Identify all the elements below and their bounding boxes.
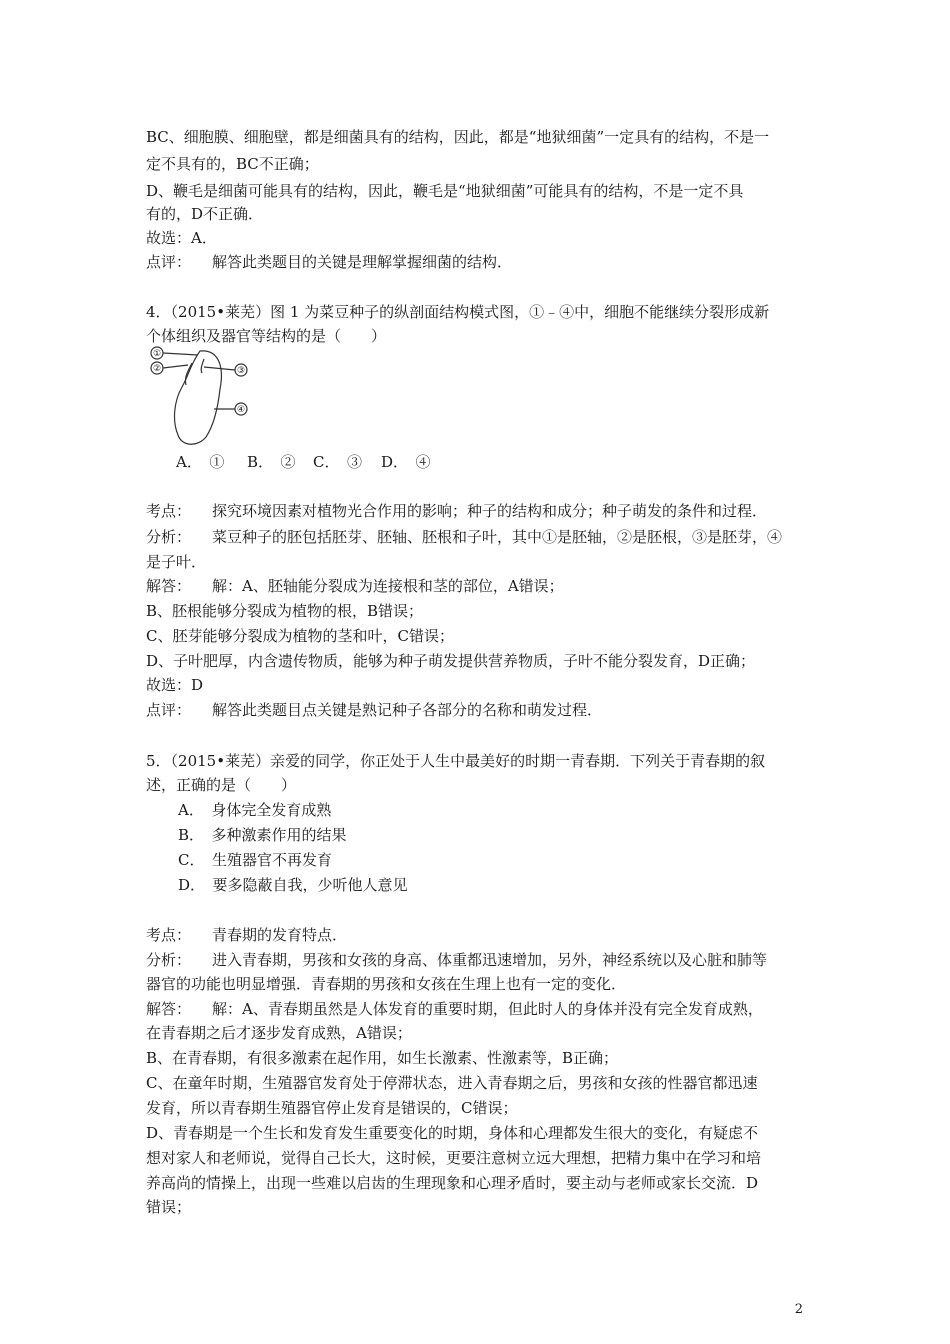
solution-text: 解：A、胚轴能分裂成为连接根和茎的部位，A错误； [212, 577, 564, 595]
q5-analysis-line-1 [146, 950, 767, 970]
q4-stem-line-1: 4．（2015•莱芜）图 1 为菜豆种子的纵剖面结构模式图，①﹣④中，细胞不能继续分裂形成新 [146, 303, 770, 321]
q5-solution-line-2: 在青春期之后才逐步发育成熟，A错误； [146, 1024, 412, 1042]
bean-seed-figure [148, 343, 258, 449]
q4-comment [146, 700, 602, 720]
q4-stem-line-2: 个体组织及器官等结构的是（ ） [146, 327, 387, 345]
page-number: 2 [794, 1302, 803, 1317]
analysis-text: 菜豆种子的胚包括胚芽、胚轴、胚根和子叶，其中①是胚轴，②是胚根，③是胚芽，④ [212, 528, 783, 546]
q4-option-c: C． ③ [313, 453, 362, 471]
analysis-label: 分析： [146, 528, 192, 546]
q5-solution-line-6: D、青春期是一个生长和发育发生重要变化的时期，身体和心理都发生很大的变化，有疑虑不 [146, 1124, 759, 1142]
q5-stem-line-2: 述，正确的是（ ） [146, 776, 297, 794]
comment-label: 点评： [146, 253, 192, 271]
comment-text: 解答此类题目点关键是熟记种子各部分的名称和萌发过程． [212, 701, 603, 719]
prev-line-5: 故选：A． [146, 229, 217, 247]
prev-line-4: 有的，D不正确． [146, 205, 264, 223]
kp-label: 考点： [146, 502, 192, 520]
prev-line-3: D、鞭毛是细菌可能具有的结构，因此，鞭毛是“地狱细菌”可能具有的结构，不是一定不具 [146, 182, 744, 200]
solution-label: 解答： [146, 577, 192, 595]
figure-label-3: ③ [236, 366, 246, 376]
q4-analysis-line-1 [146, 527, 782, 547]
q5-solution-line-8: 养高尚的情操上，出现一些难以启齿的生理现象和心理矛盾时，要主动与老师或家长交流．D [146, 1174, 759, 1192]
analysis-text: 进入青春期，男孩和女孩的身高、体重都迅速增加，另外，神经系统以及心脏和肺等 [212, 951, 768, 969]
q5-solution-line-1 [146, 999, 763, 1019]
q5-option-c: C． 生殖器官不再发育 [178, 851, 332, 869]
q5-stem-line-1: 5．（2015•莱芜）亲爱的同学，你正处于人生中最美好的时期一青春期．下列关于青春期的叙 [146, 752, 766, 770]
q5-option-a: A． 身体完全发育成熟 [178, 801, 332, 819]
q5-knowledge-point [146, 925, 347, 945]
q5-solution-line-4: C、在童年时期，生殖器官发育处于停滞状态，进入青春期之后，男孩和女孩的性器官都迅速 [146, 1074, 758, 1092]
comment-label: 点评： [146, 701, 192, 719]
figure-label-2: ② [152, 364, 162, 374]
kp-text: 青春期的发育特点． [212, 926, 348, 944]
figure-label-4: ④ [236, 405, 246, 415]
q4-option-d: D． ④ [381, 453, 431, 471]
prev-line-2: 定不具有的，BC不正确； [146, 155, 319, 173]
leader-line-1 [163, 353, 198, 355]
kp-label: 考点： [146, 926, 192, 944]
q5-option-b: B． 多种激素作用的结果 [178, 826, 347, 844]
leader-line-2 [163, 365, 188, 368]
figure-label-1: ① [152, 349, 162, 359]
solution-label: 解答： [146, 1000, 192, 1018]
plumule [201, 359, 204, 373]
q4-solution-line-1 [146, 576, 564, 596]
q4-option-b: B． ② [247, 453, 296, 471]
q4-solution-line-5: 故选：D [146, 676, 204, 694]
q4-option-a: A． ① [176, 453, 225, 471]
q4-options [176, 452, 431, 472]
q4-solution-line-2: B、胚根能够分裂成为植物的根，B错误； [146, 602, 424, 620]
seed-outline [175, 351, 222, 444]
comment-text: 解答此类题目的关键是理解掌握细菌的结构． [212, 253, 513, 271]
q5-solution-line-9: 错误； [146, 1198, 192, 1216]
q4-analysis-line-2: 是子叶． [146, 553, 207, 571]
q4-knowledge-point [146, 501, 767, 521]
solution-text: 解：A、青春期虽然是人体发育的重要时期，但此时人的身体并没有完全发育成熟， [212, 1000, 763, 1018]
q4-solution-line-4: D、子叶肥厚，内含遗传物质，能够为种子萌发提供营养物质，子叶不能分裂发育，D正确； [146, 652, 756, 670]
q4-solution-line-3: C、胚芽能够分裂成为植物的茎和叶，C错误； [146, 627, 454, 645]
q5-option-d: D． 要多隐蔽自我，少听他人意见 [178, 876, 408, 894]
q5-analysis-line-2: 器官的功能也明显增强．青春期的男孩和女孩在生理上也有一定的变化． [146, 975, 627, 993]
prev-comment [146, 252, 512, 272]
q5-solution-line-5: 发育，所以青春期生殖器官停止发育是错误的，C错误； [146, 1099, 518, 1117]
analysis-label: 分析： [146, 951, 192, 969]
prev-line-1: BC、细胞膜、细胞壁，都是细菌具有的结构，因此，都是“地狱细菌”一定具有的结构，不是一 [146, 128, 770, 146]
q5-solution-line-7: 想对家人和老师说，觉得自己长大，这时候，更要注意树立远大理想，把精力集中在学习和培 [146, 1149, 762, 1167]
q5-solution-line-3: B、在青春期，有很多激素在起作用，如生长激素、性激素等，B正确； [146, 1049, 619, 1067]
leader-line-3 [204, 367, 235, 370]
kp-text: 探究环境因素对植物光合作用的影响；种子的结构和成分；种子萌发的条件和过程． [212, 502, 768, 520]
